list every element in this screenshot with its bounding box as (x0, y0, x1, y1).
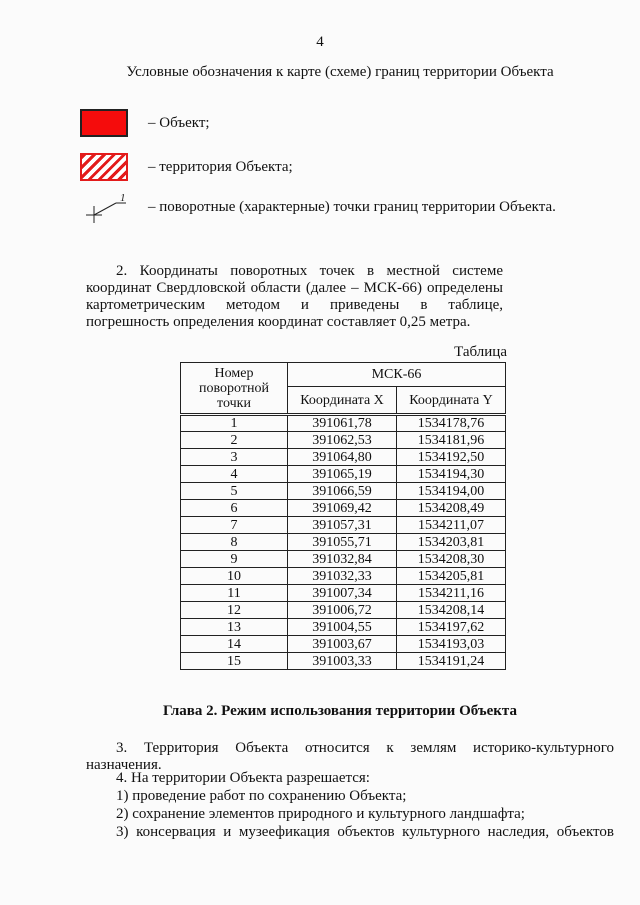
legend-item-territory (80, 152, 293, 182)
cell-coordinate-x: 391006,72 (288, 602, 397, 619)
turning-point-symbol-icon (80, 193, 128, 221)
table-row (181, 636, 506, 653)
cell-point-number: 13 (181, 619, 288, 636)
cell-coordinate-x: 391057,31 (288, 517, 397, 534)
table-row (181, 466, 506, 483)
table-row (181, 483, 506, 500)
legend-item-territory-text: – территория Объекта; (148, 158, 293, 175)
legend-item-object (80, 108, 210, 138)
cell-point-number: 11 (181, 585, 288, 602)
cell-coordinate-y: 1534181,96 (397, 432, 506, 449)
paragraph-4: 4. На территории Объекта разрешается: (116, 770, 370, 786)
table-row (181, 551, 506, 568)
list-item-3: 3) консервация и музеефикация объектов культурного наследия, объектов (116, 824, 614, 840)
cell-coordinate-y: 1534194,30 (397, 466, 506, 483)
table-row (181, 517, 506, 534)
cell-coordinate-x: 391004,55 (288, 619, 397, 636)
cell-coordinate-x: 391007,34 (288, 585, 397, 602)
cell-coordinate-y: 1534208,30 (397, 551, 506, 568)
cell-coordinate-x: 391064,80 (288, 449, 397, 466)
cell-point-number: 9 (181, 551, 288, 568)
table-row (181, 619, 506, 636)
cell-point-number: 15 (181, 653, 288, 670)
legend-item-turning-point (80, 192, 556, 222)
table-row (181, 449, 506, 466)
header-coordinate-x: Координата X (288, 387, 397, 415)
cell-coordinate-y: 1534211,07 (397, 517, 506, 534)
cell-point-number: 14 (181, 636, 288, 653)
table-row (181, 432, 506, 449)
cell-coordinate-y: 1534208,14 (397, 602, 506, 619)
cell-coordinate-x: 391066,59 (288, 483, 397, 500)
cell-coordinate-y: 1534211,16 (397, 585, 506, 602)
cell-point-number: 12 (181, 602, 288, 619)
cell-coordinate-y: 1534178,76 (397, 415, 506, 432)
cell-coordinate-x: 391069,42 (288, 500, 397, 517)
cell-point-number: 5 (181, 483, 288, 500)
list-item-1: 1) проведение работ по сохранению Объекта; (116, 788, 407, 804)
turning-point-symbol-svg (80, 193, 128, 223)
cell-coordinate-x: 391003,67 (288, 636, 397, 653)
table-row (181, 585, 506, 602)
cell-point-number: 7 (181, 517, 288, 534)
legend-title: Условные обозначения к карте (схеме) границ территории Объекта (126, 64, 554, 80)
header-point-number: Номер поворотной точки (181, 363, 288, 415)
cell-point-number: 3 (181, 449, 288, 466)
table-row (181, 534, 506, 551)
table-row (181, 415, 506, 432)
cell-coordinate-x: 391065,19 (288, 466, 397, 483)
list-item-2: 2) сохранение элементов природного и культурного ландшафта; (116, 806, 525, 822)
cell-point-number: 2 (181, 432, 288, 449)
cell-coordinate-y: 1534208,49 (397, 500, 506, 517)
table-row (181, 568, 506, 585)
cell-coordinate-y: 1534192,50 (397, 449, 506, 466)
cell-coordinate-x: 391032,84 (288, 551, 397, 568)
cell-coordinate-y: 1534205,81 (397, 568, 506, 585)
turning-point-label: 1 (120, 193, 126, 204)
header-coordinate-system: МСК-66 (288, 363, 506, 387)
cell-point-number: 4 (181, 466, 288, 483)
cell-point-number: 10 (181, 568, 288, 585)
table-row (181, 602, 506, 619)
table-caption: Таблица (454, 344, 507, 360)
coordinates-table (180, 362, 506, 670)
legend-item-turning-point-text: – поворотные (характерные) точки границ территории Объекта. (148, 198, 556, 215)
cell-point-number: 1 (181, 415, 288, 432)
table-row (181, 653, 506, 670)
cell-coordinate-y: 1534191,24 (397, 653, 506, 670)
cell-coordinate-y: 1534193,03 (397, 636, 506, 653)
cell-coordinate-y: 1534194,00 (397, 483, 506, 500)
cell-coordinate-x: 391055,71 (288, 534, 397, 551)
legend-item-object-text: – Объект; (148, 114, 210, 131)
paragraph-3: 3. Территория Объекта относится к землям историко-культурного назначения. (86, 740, 614, 773)
header-coordinate-y: Координата Y (397, 387, 506, 415)
object-fill-symbol-icon (80, 109, 128, 137)
table-row (181, 500, 506, 517)
cell-point-number: 8 (181, 534, 288, 551)
cell-coordinate-x: 391061,78 (288, 415, 397, 432)
chapter-title: Глава 2. Режим использования территории Объекта (163, 703, 517, 719)
table-body (181, 415, 506, 670)
cell-point-number: 6 (181, 500, 288, 517)
paragraph-2: 2. Координаты поворотных точек в местной системе координат Свердловской области (далее – МСК-66) определены картометрическим методом и приведены в таблице, погрешность определения координат составляет 0,25 метра. (86, 263, 503, 330)
territory-hatch-symbol-icon (80, 153, 128, 181)
cell-coordinate-x: 391032,33 (288, 568, 397, 585)
cell-coordinate-x: 391003,33 (288, 653, 397, 670)
cell-coordinate-y: 1534203,81 (397, 534, 506, 551)
cell-coordinate-x: 391062,53 (288, 432, 397, 449)
cell-coordinate-y: 1534197,62 (397, 619, 506, 636)
page-number: 4 (316, 34, 324, 50)
